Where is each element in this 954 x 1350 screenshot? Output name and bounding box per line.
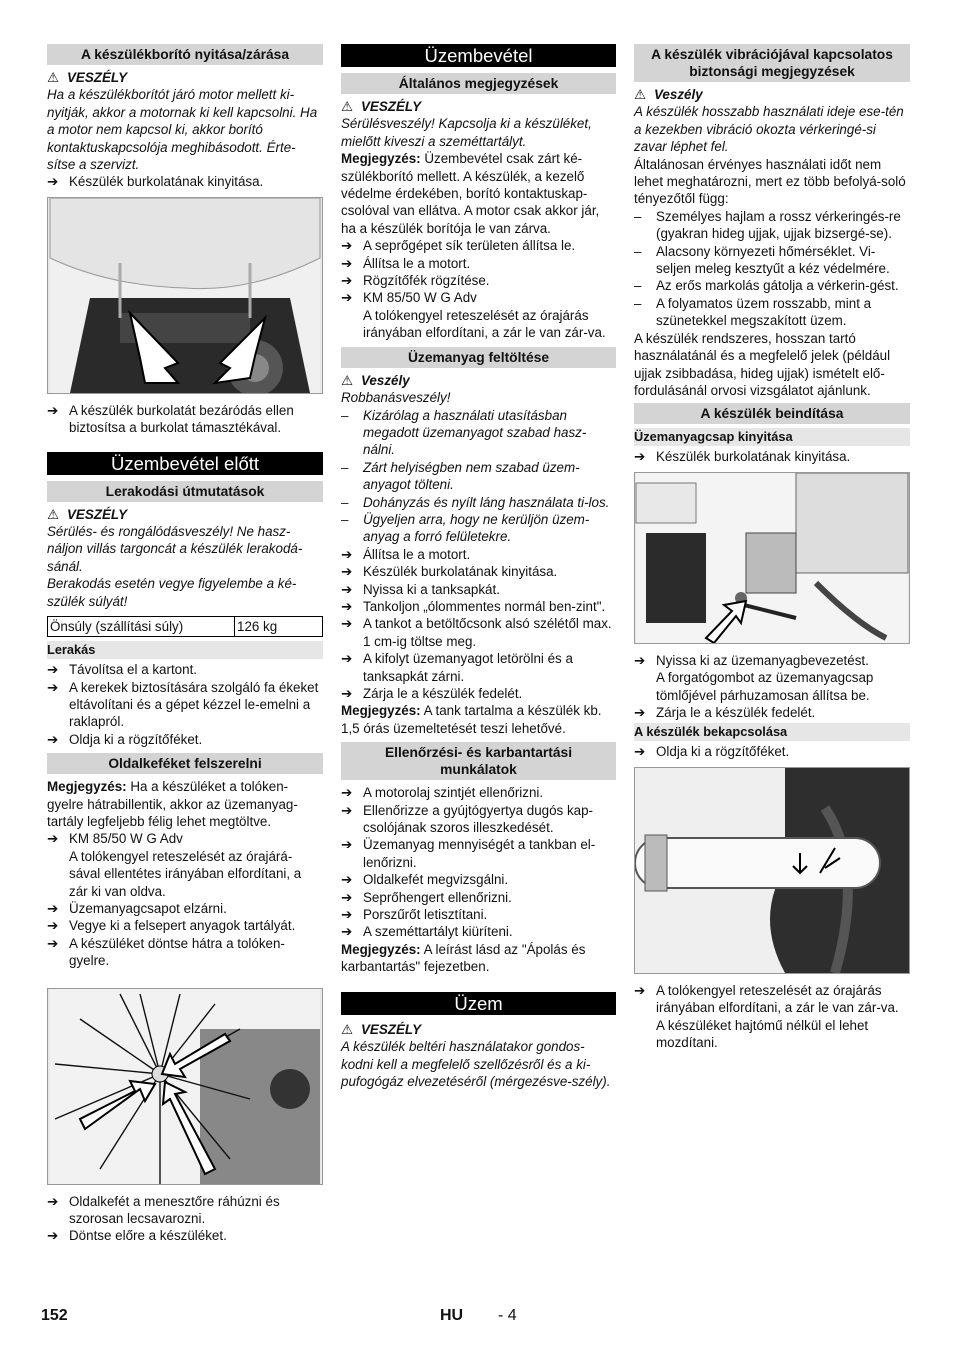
step-item: ➔ Rögzítőfék rögzítése. — [341, 273, 490, 289]
warning-icon: ⚠ — [634, 87, 647, 102]
step-item: ➔ Zárja le a készülék fedelét. — [341, 686, 523, 701]
chapter-title: Üzembevétel előtt — [47, 452, 323, 475]
step-item: ➔ Oldja ki a rögzítőféket. — [47, 731, 203, 747]
warning-text: A készülék beltéri használatakor gondos-kodni kell a megfelelő szellőzésről és a ki-pufogógáz elvezetéséről (mérgezésve-szély). — [341, 1039, 611, 1089]
figure-side-brush — [47, 988, 323, 1185]
step-item: ➔ A készülék burkolatát bezáródás ellen biztosítsa a burkolat támasztékával. — [47, 402, 294, 436]
step-item: ➔ Ellenőrizze a gyújtógyertya dugós kap-csolójának szoros illeszkedését. — [341, 802, 594, 836]
step-item: ➔ A kerekek biztosítására szolgáló fa ékeket eltávolítani és a gépet kézzel le-emelni a raklapról. — [47, 679, 319, 730]
warning-icon: ⚠ — [341, 99, 354, 114]
section-number: - 4 — [498, 1307, 517, 1324]
note-text: Megjegyzés: Üzembevétel csak zárt ké-szülékborító mellett. A készülék, a kezelő védelme érdekében, borító kontaktuskap-csolóval van ellátva. A motor csak akkor jár, ha a készülék borítója le van zárva. — [341, 151, 600, 236]
dash-item: – A folyamatos üzem rosszabb, mint a szünetekkel megszakított üzem. — [634, 295, 872, 329]
step-item: ➔ A szeméttartályt kiüríteni. — [341, 924, 513, 940]
step-item: ➔ KM 85/50 W G Adv — [47, 831, 183, 847]
dash-item: – Ügyeljen arra, hogy ne kerüljön üzem-anyag a forró felületekre. — [341, 511, 590, 545]
step-item: ➔ Seprőhengert ellenőrizni. — [341, 889, 512, 905]
column-1 — [47, 44, 323, 1245]
weight-value: 126 kg — [235, 617, 323, 637]
warning-label: ⚠ VESZÉLY — [47, 506, 128, 522]
section-title: A készülék vibrációjával kapcsolatos biztonsági megjegyzések — [634, 44, 910, 82]
paragraph: A készülék rendszeres, hosszan tartó használatánál és a megfelelő jelek (például ujjak zsibbadása, hideg ujjak) ismételt elő-fordulásánál orvosi vizsgálatot ajánlunk. — [634, 330, 891, 398]
warning-icon: ⚠ — [341, 1021, 354, 1037]
subsection-title: Lerakás — [47, 641, 323, 659]
warning-label: ⚠ Veszély — [341, 372, 410, 388]
step-item: ➔ Vegye ki a felsepert anyagok tartályát. — [47, 918, 296, 934]
dash-item: – Zárt helyiségben nem szabad üzem-anyagot tölteni. — [341, 459, 580, 493]
note-text: Megjegyzés: A leírást lásd az "Ápolás és karbantartás" fejezetben. — [341, 941, 586, 975]
figure-open-cover — [47, 197, 323, 394]
step-item: ➔ Készülék burkolatának kinyitása. — [634, 449, 851, 465]
step-item: ➔ Döntse előre a készüléket. — [47, 1228, 227, 1244]
warning-text: A készülék hosszabb használati ideje ese-tén a kezekben vibráció okozta vérkeringé-si zavar léphet fel. — [634, 104, 904, 155]
warning-text: Robbanásveszély! — [341, 390, 451, 406]
figure-fuel-tap — [634, 472, 910, 644]
note-text: Megjegyzés: Ha a készüléket a tolóken-gyelre hátrabillentik, akkor az üzemanyag-tartály legfeljebb félig lehet megtöltve. — [47, 779, 298, 829]
warning-icon: ⚠ — [341, 372, 354, 388]
dash-item: – Dohányzás és nyílt láng használata ti-los. — [341, 494, 610, 510]
step-detail: A forgatógombot az üzemanyagcsap tömlőjével párhuzamosan állítsa be. — [656, 670, 874, 703]
note-text: Megjegyzés: A tank tartalma a készülék kb. 1,5 órás üzemeltetését teszi lehetővé. — [341, 703, 602, 736]
column-2 — [341, 44, 616, 1090]
step-item: ➔ A tolókengyel reteszelését az órajárás irányában elfordítani, a zár le van zár-va. — [634, 982, 899, 1016]
dash-item: – Kizárólag a használati utasításban megadott üzemanyagot szabad hasz-nálni. — [341, 407, 587, 458]
warning-label: ⚠ VESZÉLY — [341, 99, 422, 114]
warning-label: ⚠ VESZÉLY — [341, 1021, 422, 1037]
step-item: ➔ Készülék burkolatának kinyitása. — [341, 564, 558, 580]
warning-label: ⚠ VESZÉLY — [47, 70, 128, 85]
step-item: ➔ Nyissa ki az üzemanyagbevezetést. — [634, 652, 869, 668]
section-title: Ellenőrzési- és karbantartási munkálatok — [341, 742, 616, 780]
column-3 — [634, 44, 910, 1051]
warning-text: Sérülés- és rongálódásveszély! Ne hasz-náljon villás targoncát a készülék lerakodá-sánál. — [47, 524, 303, 574]
warning-icon: ⚠ — [47, 70, 60, 85]
step-item: ➔ A kifolyt üzemanyagot letörölni és a tanksapkát zárni. — [341, 651, 573, 684]
step-item: ➔ A motorolaj szintjét ellenőrizni. — [341, 785, 544, 801]
step-item: ➔ A készüléket döntse hátra a tolóken-gyelre. — [47, 935, 285, 969]
warning-label: ⚠ Veszély — [634, 87, 703, 102]
warning-text: Ha a készülékborítót járó motor mellett ki-nyitják, akkor a motornak ki kell kapcsolni. Ha a motor nem kapcsol ki, akkor borító kontaktuskapcsolója meghibásodott. Érte-sítse a szervizt. — [47, 87, 318, 173]
dash-item: – Alacsony környezeti hőmérséklet. Vi-seljen meleg kesztyűt a kéz védelmére. — [634, 243, 890, 277]
step-item: ➔ KM 85/50 W G Adv — [341, 290, 477, 306]
weight-table — [47, 616, 323, 637]
section-title: A készülék beindítása — [634, 403, 910, 424]
step-item: ➔ Tankoljon „ólommentes normál ben-zint". — [341, 598, 606, 614]
step-detail: A készüléket hajtómű nélkül el lehet mozdítani. — [656, 1017, 869, 1050]
step-item: ➔ Oldja ki a rögzítőféket. — [634, 744, 790, 760]
dash-item: – Az erős markolás gátolja a vérkerin-gést. — [634, 278, 899, 294]
step-item: ➔ Oldalkefét megvizsgálni. — [341, 872, 509, 888]
step-item: ➔ Állítsa le a motort. — [341, 546, 471, 562]
chapter-title: Üzem — [341, 992, 616, 1015]
warning-text: Sérülésveszély! Kapcsolja ki a készüléket, mielőtt kiveszi a szeméttartályt. — [341, 116, 592, 149]
weight-label: Önsúly (szállítási súly) — [48, 617, 235, 637]
section-title: A készülékborító nyitása/zárása — [47, 44, 323, 65]
figure-push-handle — [634, 767, 910, 974]
paragraph: Általánosan érvényes használati időt nem lehet meghatározni, mert ez több befolyá-soló tényezőtől függ: — [634, 156, 906, 207]
arrow-icon: ➔ — [47, 402, 59, 418]
subsection-title: A készülék bekapcsolása — [634, 723, 910, 741]
page-number: 152 — [41, 1307, 68, 1324]
subsection-title: Üzemanyagcsap kinyitása — [634, 428, 910, 446]
warning-icon: ⚠ — [47, 506, 60, 522]
step-item: ➔ Zárja le a készülék fedelét. — [634, 704, 816, 720]
section-title: Oldalkeféket felszerelni — [47, 753, 323, 774]
section-title: Lerakodási útmutatások — [47, 481, 323, 502]
language-code: HU — [440, 1307, 464, 1324]
step-item: ➔ Oldalkefét a menesztőre ráhúzni és szorosan lecsavarozni. — [47, 1193, 280, 1226]
step-detail: A tolókengyel reteszelését az órajárá-sával ellentétes irányában elfordítani, a zár ki van oldva. — [69, 848, 302, 899]
step-item: ➔ A tankot a betöltőcsonk alsó szélétől max. 1 cm-ig töltse meg. — [341, 616, 612, 649]
dash-item: – Személyes hajlam a rossz vérkeringés-re (gyakran hideg ujjak, ujjak bizsergé-se). — [634, 208, 901, 242]
step-item: ➔ Készülék burkolatának kinyitása. — [47, 174, 264, 190]
step-item: ➔ Porszűrőt letisztítani. — [341, 907, 488, 923]
warning-text: Berakodás esetén vegye figyelembe a ké-szülék súlyát! — [47, 576, 297, 609]
section-title: Üzemanyag feltöltése — [341, 347, 616, 368]
arrow-icon: ➔ — [47, 174, 59, 190]
step-item: ➔ Nyissa ki a tanksapkát. — [341, 581, 500, 597]
step-item: ➔ Állítsa le a motort. — [341, 255, 471, 271]
step-detail: A tolókengyel reteszelését az órajárás irányában elfordítani, a zár le van zár-va. — [363, 307, 606, 341]
step-item: ➔ Üzemanyag mennyiségét a tankban el-lenőrizni. — [341, 837, 596, 870]
step-item: ➔ Üzemanyagcsapot elzárni. — [47, 900, 227, 916]
chapter-title: Üzembevétel — [341, 44, 616, 67]
step-item: ➔ A seprőgépet sík területen állítsa le. — [341, 238, 576, 254]
step-item: ➔ Távolítsa el a kartont. — [47, 662, 198, 678]
section-title: Általános megjegyzések — [341, 73, 616, 94]
